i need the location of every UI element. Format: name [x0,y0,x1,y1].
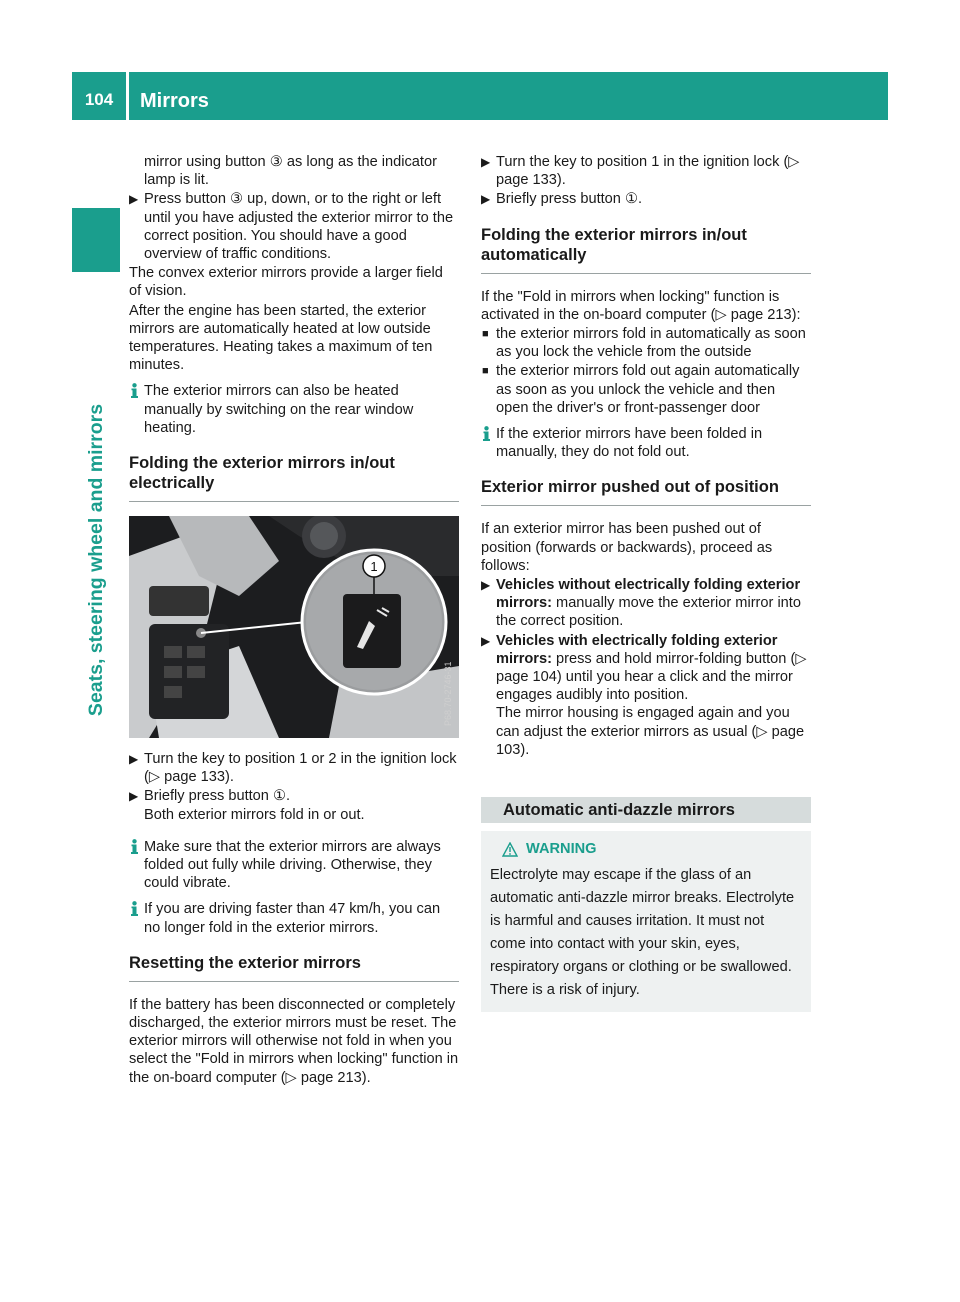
info-speed-limit: If you are driving faster than 47 km/h, you can no longer fold in the exterior mirrors. [129,900,459,936]
arrow-right-icon: ▶ [481,192,491,207]
info-icon [128,383,141,398]
step-turn-key-pos1: ▶ Turn the key to position 1 in the ignition lock (▷ page 133). [481,154,800,189]
info-icon [128,901,141,916]
paragraph-pushed-intro: If an exterior mirror has been pushed out of position (forwards or backwards), proceed as follows: [481,521,773,574]
info-manual-fold: If the exterior mirrors have been folded in manually, they do not fold out. [481,425,811,461]
paragraph-heating: After the engine has been started, the exterior mirrors are automatically heated at low outside temperatures. Heating takes a maximum of ten minutes. [129,302,433,374]
arrow-right-icon: ▶ [129,789,139,804]
photo-code: P68.70-2746-31 [443,661,453,727]
info-icon [128,839,141,854]
arrow-right-icon: ▶ [481,633,491,648]
page-title: Mirrors [140,89,209,112]
heading-fold-automatically: Folding the exterior mirrors in/out automatically [481,225,811,274]
step-briefly-press: ▶ Briefly press button ①. Both exterior mirrors fold in or out. [129,788,365,823]
info-folded-out: Make sure that the exterior mirrors are always folded out fully while driving. Otherwise, they could vibrate. [129,838,459,893]
step-press-button: ▶ Press button ③ up, down, or to the right or left until you have adjusted the exterior mirror to the correct position. You should have a good overview of traffic conditions. [129,191,454,263]
heading-pushed-out: Exterior mirror pushed out of position [481,477,811,506]
paragraph-convex: The convex exterior mirrors provide a larger field of vision. [129,265,443,300]
door-panel-photo [129,516,459,738]
page-number: 104 [84,89,114,109]
info-icon [480,426,493,441]
step-without-folding: ▶ Vehicles without electrically folding exterior mirrors: manually move the exterior mirror into the correct position. [481,577,801,630]
chapter-side-label: Seats, steering wheel and mirrors [84,403,107,717]
arrow-right-icon: ▶ [129,752,139,767]
step-briefly-press-right: ▶ Briefly press button ①. [481,191,643,208]
step-with-folding: ▶ Vehicles with electrically folding exterior mirrors: press and hold mirror-folding button (▷ page 104) until you hear a click and the mirror engages audibly into position. The mirror housing is engaged again and you can adjust the exterior mirrors as usual (▷ page 103). [481,632,807,758]
paragraph-intro-cont: mirror using button ③ as long as the indicator lamp is lit. [144,154,437,189]
warning-triangle-icon [502,842,518,857]
paragraph-auto-intro: If the "Fold in mirrors when locking" function is activated in the on-board computer (▷ page 213): [481,288,801,323]
arrow-right-icon: ▶ [481,578,491,593]
arrow-right-icon: ▶ [129,192,139,207]
heading-reset-mirrors: Resetting the exterior mirrors [129,953,459,982]
info-heated: The exterior mirrors can also be heated manually by switching on the rear window heating. [129,382,459,437]
step-turn-key: ▶ Turn the key to position 1 or 2 in the ignition lock (▷ page 133). [129,751,457,786]
left-column [129,153,459,1088]
list-item-fold-in: ■ the exterior mirrors fold in automatically as soon as you lock the vehicle from the outside [482,326,806,361]
paragraph-reset: If the battery has been disconnected or completely discharged, the exterior mirrors must be reset. The exterior mirrors will otherwise not fold in when you select the "Fold in mirrors when locking" function in the on-board computer (▷ page 213). [129,996,459,1086]
photo-callout-label: 1 [370,559,378,575]
warning-title: WARNING [502,840,803,858]
list-item-fold-out: ■ the exterior mirrors fold out again automatically as soon as you unlock the vehicle and then open the driver's or front-passenger door [482,363,800,416]
header-divider [126,72,129,120]
heading-fold-electrically: Folding the exterior mirrors in/out electrically [129,453,459,502]
right-column [481,153,811,1012]
warning-box [481,831,811,1012]
chapter-thumb-tab [72,208,120,272]
arrow-right-icon: ▶ [481,155,491,169]
section-anti-dazzle: Automatic anti-dazzle mirrors [481,797,811,823]
warning-text: Electrolyte may escape if the glass of an automatic anti-dazzle mirror breaks. Electrolyte is harmful and causes irritation. It must not come into contact with your skin, eyes, respiratory organs or clothing or be swallowed. There is a risk of injury. [490,867,795,999]
